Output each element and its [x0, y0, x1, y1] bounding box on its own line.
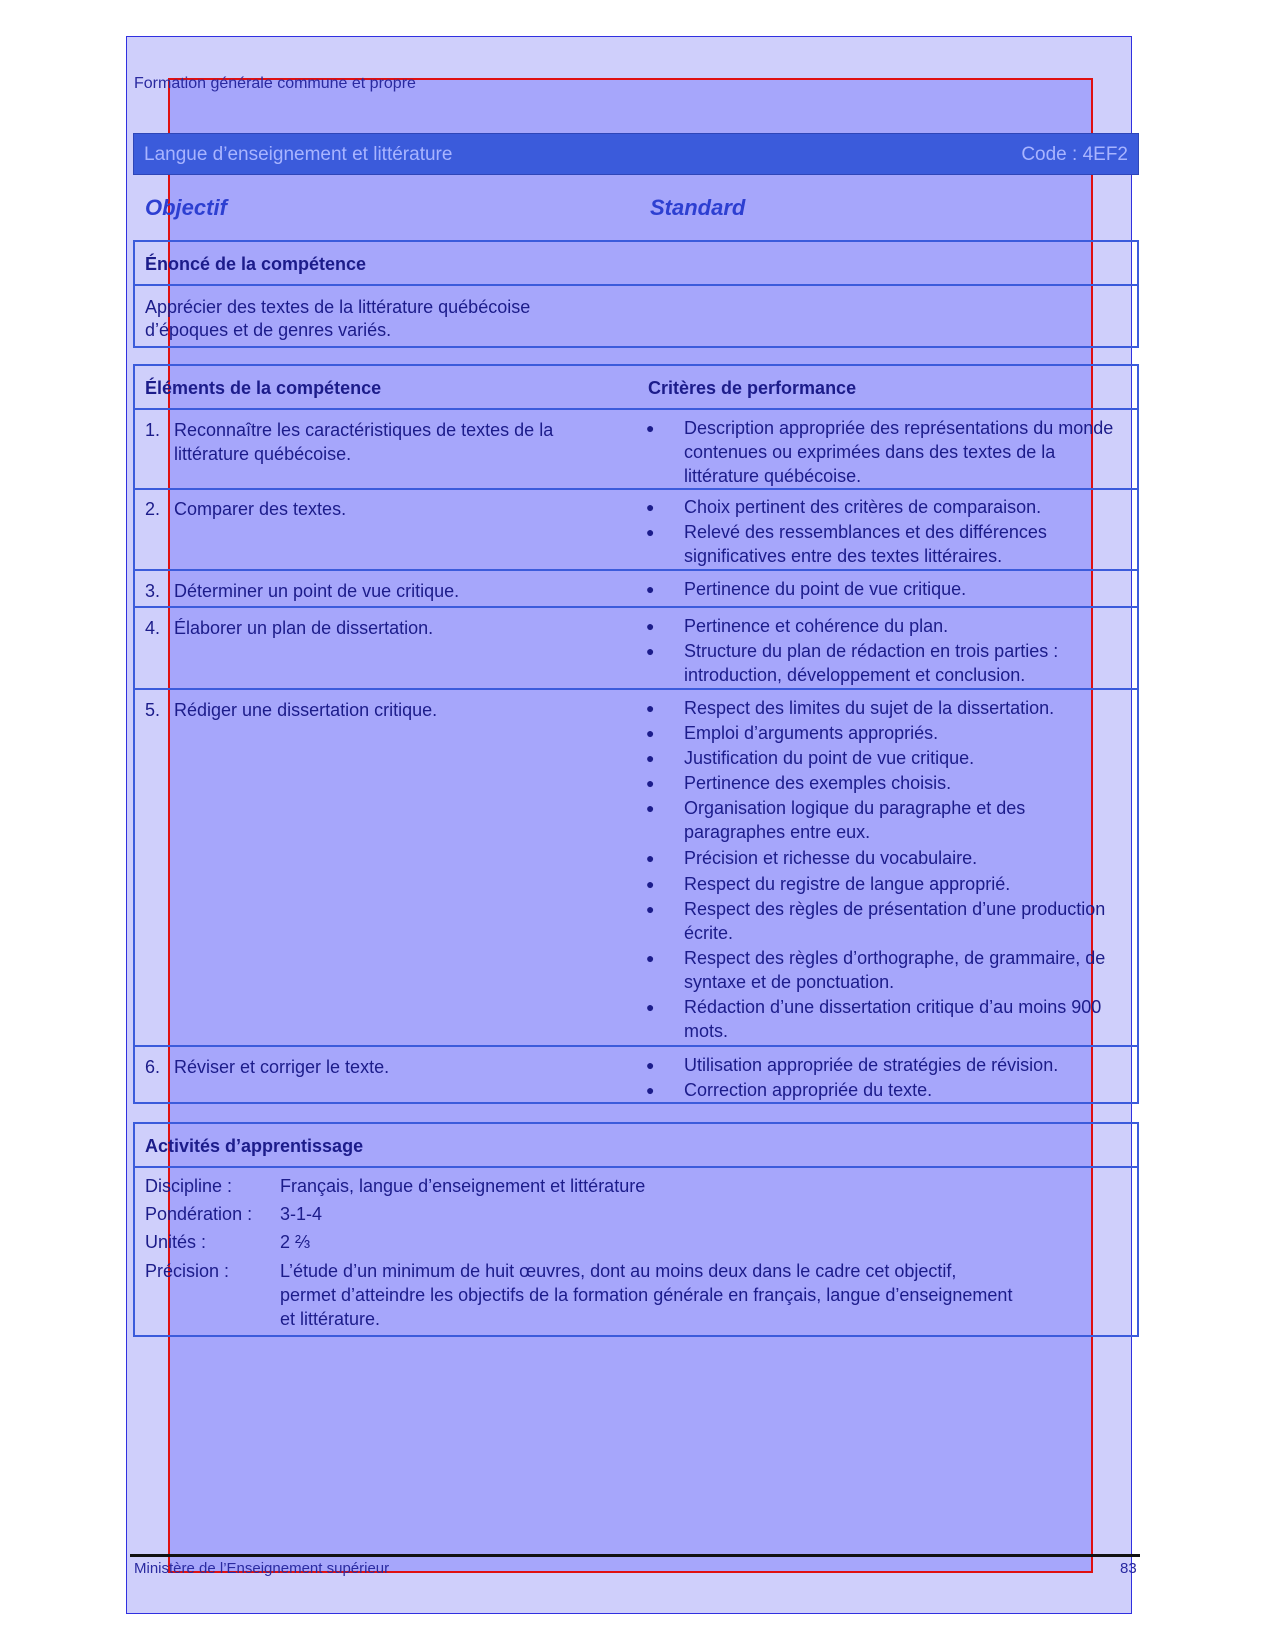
bullet-icon: ● [646, 800, 655, 816]
criterion: Emploi d’arguments appropriés. [684, 723, 939, 743]
criterion: Pertinence du point de vue critique. [684, 579, 967, 599]
divider [133, 688, 1139, 690]
bullet-icon: ● [646, 1082, 655, 1098]
bullet-icon: ● [646, 499, 655, 515]
divider [133, 488, 1139, 490]
bullet-icon: ● [646, 750, 655, 766]
page-number: 83 [1120, 1560, 1137, 1577]
criterion: Pertinence et cohérence du plan. [684, 616, 949, 636]
bullet-icon: ● [646, 581, 655, 597]
discipline-label: Discipline : [145, 1176, 233, 1196]
precision-line: permet d’atteindre les objectifs de la formation générale en français, langue d’enseignement [280, 1285, 1013, 1305]
element-text: Élaborer un plan de dissertation. [174, 618, 434, 638]
footer-ministry: Ministère de l’Enseignement supérieur [134, 1560, 390, 1577]
bullet-icon: ● [646, 524, 655, 540]
bullet-icon: ● [646, 700, 655, 716]
bullet-icon: ● [646, 999, 655, 1015]
divider [133, 569, 1139, 571]
course-code: Code : 4EF2 [1021, 144, 1128, 165]
bullet-icon: ● [646, 643, 655, 659]
element-text: Reconnaître les caractéristiques de textes de la littérature québécoise. [174, 420, 554, 464]
unites-label: Unités : [145, 1232, 207, 1252]
divider [133, 1045, 1139, 1047]
section-header: Formation générale commune et propre [134, 75, 416, 92]
criterion: Correction appropriée du texte. [684, 1080, 933, 1100]
bullet-icon: ● [646, 618, 655, 634]
footer-rule [130, 1554, 1140, 1557]
criterion: Respect des règles d’orthographe, de grammaire, de syntaxe et de ponctuation. [684, 948, 1106, 992]
divider [133, 284, 1139, 286]
bullet-icon: ● [646, 725, 655, 741]
criterion: Structure du plan de rédaction en trois parties : introduction, développement et conclusion. [684, 641, 1059, 685]
bullet-icon: ● [646, 420, 655, 436]
element-text: Déterminer un point de vue critique. [174, 581, 460, 601]
elements-column-header: Éléments de la compétence [145, 378, 382, 398]
bullet-icon: ● [646, 1057, 655, 1073]
criterion: Utilisation appropriée de stratégies de révision. [684, 1055, 1059, 1075]
element-text: Comparer des textes. [174, 499, 347, 519]
criterion: Description appropriée des représentations du monde contenues ou exprimées dans des textes de la littérature québécoise. [684, 418, 1114, 486]
bullet-icon: ● [646, 850, 655, 866]
statement-line: Apprécier des textes de la littérature québécoise [145, 297, 531, 317]
criterion: Respect du registre de langue approprié. [684, 874, 1011, 894]
element-text: Rédiger une dissertation critique. [174, 700, 438, 720]
divider [133, 606, 1139, 608]
criterion: Justification du point de vue critique. [684, 748, 975, 768]
element-number: 4. [145, 618, 161, 638]
criterion: Respect des règles de présentation d’une production écrite. [684, 899, 1106, 943]
criterion: Pertinence des exemples choisis. [684, 773, 952, 793]
criterion: Relevé des ressemblances et des différences significatives entre des textes littéraires. [684, 522, 1047, 566]
standard-label: Standard [650, 195, 746, 220]
element-text: Réviser et corriger le texte. [174, 1057, 390, 1077]
criterion: Choix pertinent des critères de comparaison. [684, 497, 1042, 517]
precision-label: Précision : [145, 1261, 230, 1281]
precision-line: L’étude d’un minimum de huit œuvres, dont au moins deux dans le cadre cet objectif, [280, 1261, 957, 1281]
criterion: Précision et richesse du vocabulaire. [684, 848, 978, 868]
element-number: 3. [145, 581, 161, 601]
criterion: Organisation logique du paragraphe et des paragraphes entre eux. [684, 798, 1026, 842]
divider [133, 408, 1139, 410]
criteria-column-header: Critères de performance [648, 378, 857, 398]
precision-line: et littérature. [280, 1309, 381, 1329]
criterion: Respect des limites du sujet de la dissertation. [684, 698, 1055, 718]
discipline-value: Français, langue d’enseignement et littérature [280, 1176, 646, 1196]
element-number: 2. [145, 499, 161, 519]
course-title: Langue d’enseignement et littérature [144, 144, 453, 165]
activities-title: Activités d’apprentissage [145, 1136, 364, 1156]
ponderation-value: 3-1-4 [280, 1204, 323, 1224]
objective-label: Objectif [145, 195, 227, 220]
title-band [133, 133, 1139, 175]
divider [133, 1166, 1139, 1168]
bullet-icon: ● [646, 775, 655, 791]
bullet-icon: ● [646, 876, 655, 892]
element-number: 5. [145, 700, 161, 720]
unites-value: 2 ⅔ [280, 1232, 311, 1252]
element-number: 1. [145, 420, 161, 440]
element-number: 6. [145, 1057, 161, 1077]
ponderation-label: Pondération : [145, 1204, 253, 1224]
criterion: Rédaction d’une dissertation critique d’au moins 900 mots. [684, 997, 1102, 1041]
statement-title: Énoncé de la compétence [145, 254, 367, 274]
bullet-icon: ● [646, 950, 655, 966]
bullet-icon: ● [646, 901, 655, 917]
statement-line: d’époques et de genres variés. [145, 320, 392, 340]
